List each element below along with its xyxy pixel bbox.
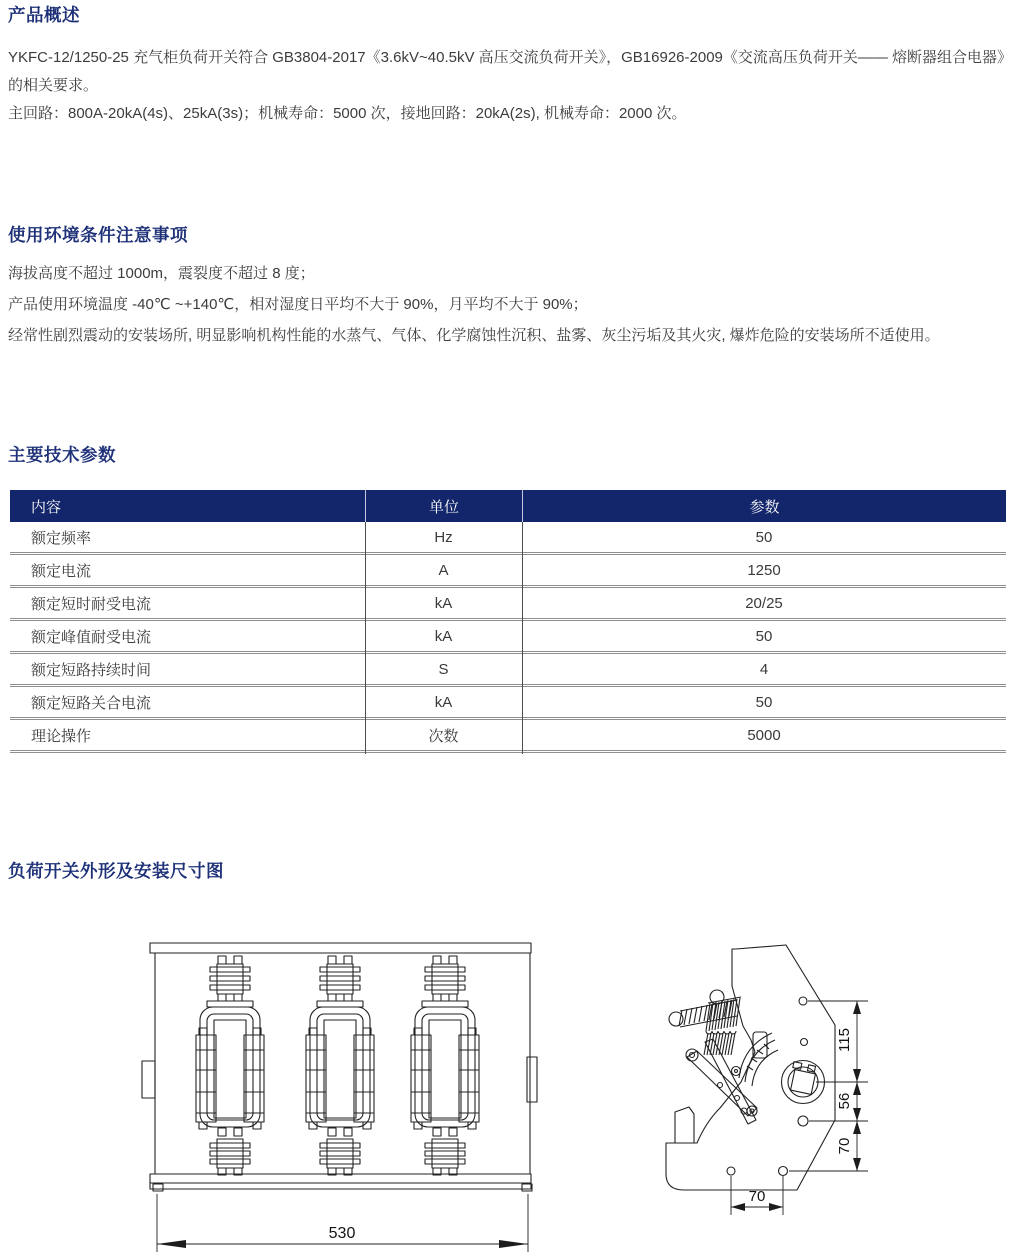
table-cell: 5000 <box>522 720 1006 753</box>
table-cell: 额定峰值耐受电流 <box>10 621 365 654</box>
table-cell: 次数 <box>365 720 522 753</box>
table-row <box>10 522 1006 555</box>
table-cell: 额定电流 <box>10 555 365 588</box>
section-title-overview: 产品概述 <box>8 5 80 25</box>
front-view-dimension-530 <box>157 1194 528 1252</box>
table-row <box>10 654 1006 687</box>
dim-label-530: 530 <box>328 1225 356 1242</box>
table-cell: 理论操作 <box>10 720 365 753</box>
table-row <box>10 687 1006 720</box>
environment-paragraph-2: 产品使用环境温度 -40℃ ~+140℃，相对湿度日平均不大于 90%，月平均不大于 90%； <box>8 296 588 313</box>
table-row <box>10 555 1006 588</box>
table-row <box>10 720 1006 753</box>
col-header-content: 内容 <box>10 490 365 522</box>
table-header-row <box>10 490 1006 522</box>
side-view-drawing <box>666 945 835 1190</box>
table-cell: 50 <box>522 687 1006 720</box>
table-cell: 额定短路持续时间 <box>10 654 365 687</box>
table-cell: kA <box>365 588 522 621</box>
side-view-dimensions <box>731 1001 868 1215</box>
dim-label-70-horizontal: 70 <box>748 1188 766 1205</box>
section-title-parameters: 主要技术参数 <box>8 445 116 465</box>
section-title-environment: 使用环境条件注意事项 <box>8 225 188 245</box>
section-title-dimensions: 负荷开关外形及安装尺寸图 <box>8 861 224 881</box>
table-cell: 1250 <box>522 555 1006 588</box>
table-row <box>10 588 1006 621</box>
front-view-drawing <box>142 943 537 1191</box>
table-cell: 4 <box>522 654 1006 687</box>
parameters-table <box>10 490 1006 753</box>
dim-label-56: 56 <box>836 1092 853 1110</box>
table-cell: kA <box>365 621 522 654</box>
table-cell: 额定短时耐受电流 <box>10 588 365 621</box>
col-header-unit: 单位 <box>365 490 522 522</box>
table-cell: 额定短路关合电流 <box>10 687 365 720</box>
environment-paragraph-3: 经常性剧烈震动的安装场所, 明显影响机构性能的水蒸气、气体、化学腐蚀性沉积、盐雾、灰尘污垢及其火灾, 爆炸危险的安装场所不适使用。 <box>8 327 940 344</box>
overview-paragraph-2: 主回路：800A-20kA(4s)、25kA(3s)；机械寿命：5000 次，接地回路：20kA(2s), 机械寿命：2000 次。 <box>8 105 687 122</box>
dim-label-115: 115 <box>836 1028 853 1052</box>
dimension-drawings <box>140 930 1016 1256</box>
table-cell: S <box>365 654 522 687</box>
table-cell: 额定频率 <box>10 522 365 555</box>
table-column-divider <box>365 522 366 754</box>
table-cell: kA <box>365 687 522 720</box>
table-cell: 50 <box>522 621 1006 654</box>
table-column-divider <box>522 522 523 754</box>
overview-paragraph-1: YKFC-12/1250-25 充气柜负荷开关符合 GB3804-2017《3.6kV~40.5kV 高压交流负荷开关》，GB16926-2009《交流高压负荷开关—— 熔断器组合电器》的相关要求。 <box>8 49 1005 94</box>
environment-paragraph-1: 海拔高度不超过 1000m，震裂度不超过 8 度； <box>8 265 315 282</box>
table-cell: A <box>365 555 522 588</box>
table-cell: Hz <box>365 522 522 555</box>
table-cell: 50 <box>522 522 1006 555</box>
table-cell: 20/25 <box>522 588 1006 621</box>
dim-label-70-vertical: 70 <box>836 1137 853 1155</box>
table-row <box>10 621 1006 654</box>
col-header-param: 参数 <box>522 490 1006 522</box>
